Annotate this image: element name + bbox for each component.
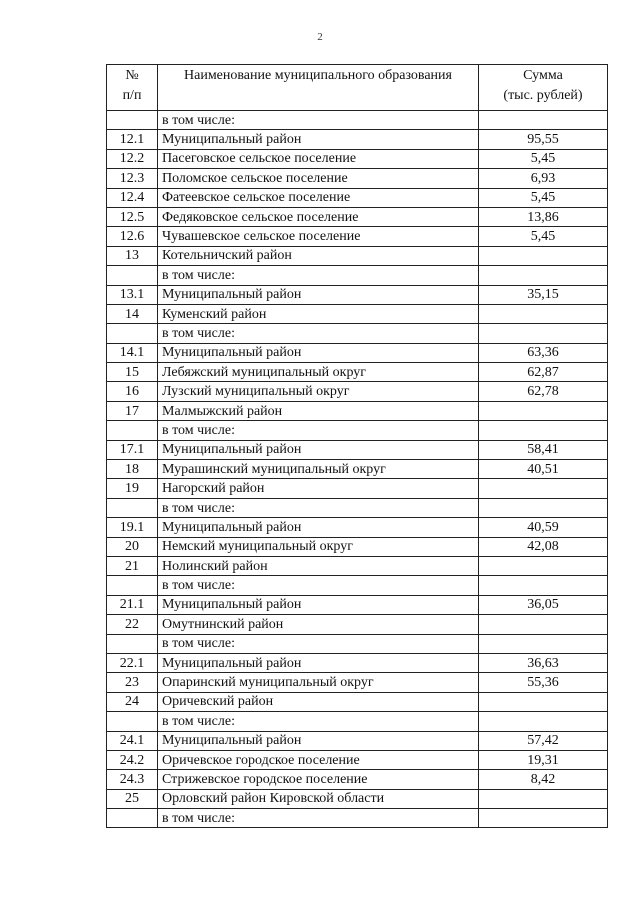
table-row (107, 169, 608, 188)
row-sum: 40,59 (479, 518, 608, 537)
row-number: 14.1 (107, 343, 158, 362)
row-sum (479, 304, 608, 323)
table-row (107, 692, 608, 711)
row-sum: 42,08 (479, 537, 608, 556)
row-number: 15 (107, 363, 158, 382)
row-sum: 6,93 (479, 169, 608, 188)
row-sum: 62,87 (479, 363, 608, 382)
row-name: Муниципальный район (158, 343, 479, 362)
table-row (107, 111, 608, 130)
row-number: 12.5 (107, 207, 158, 226)
row-number: 24.2 (107, 750, 158, 769)
header-sum-line2: (тыс. рублей) (503, 88, 583, 103)
row-sum: 36,05 (479, 595, 608, 614)
row-name: в том числе: (158, 712, 479, 731)
row-number: 21 (107, 556, 158, 575)
row-sum: 5,45 (479, 227, 608, 246)
table-row (107, 440, 608, 459)
table-row (107, 789, 608, 808)
row-name: Лебяжский муниципальный округ (158, 363, 479, 382)
row-sum (479, 479, 608, 498)
table-row (107, 576, 608, 595)
table-row (107, 207, 608, 226)
table-row (107, 498, 608, 517)
row-number: 12.3 (107, 169, 158, 188)
row-number: 12.6 (107, 227, 158, 246)
row-number (107, 324, 158, 343)
row-number (107, 576, 158, 595)
row-number: 12.2 (107, 149, 158, 168)
table-row (107, 324, 608, 343)
row-name: Муниципальный район (158, 130, 479, 149)
row-sum (479, 246, 608, 265)
header-sum-line1: Сумма (523, 68, 563, 83)
row-number: 18 (107, 460, 158, 479)
row-number (107, 498, 158, 517)
row-name: Опаринский муниципальный округ (158, 673, 479, 692)
table-row (107, 266, 608, 285)
table-row (107, 634, 608, 653)
page-number: 2 (317, 31, 323, 43)
table-row (107, 227, 608, 246)
row-number: 24.1 (107, 731, 158, 750)
row-number (107, 809, 158, 828)
row-sum: 95,55 (479, 130, 608, 149)
table-row (107, 556, 608, 575)
row-name: Немский муниципальный округ (158, 537, 479, 556)
table-row (107, 246, 608, 265)
row-name: Стрижевское городское поселение (158, 770, 479, 789)
row-name: Малмыжский район (158, 401, 479, 420)
row-name: Поломское сельское поселение (158, 169, 479, 188)
row-name: Котельничский район (158, 246, 479, 265)
table-row (107, 673, 608, 692)
table-row (107, 595, 608, 614)
row-sum (479, 789, 608, 808)
row-name: в том числе: (158, 421, 479, 440)
row-number: 21.1 (107, 595, 158, 614)
row-sum: 13,86 (479, 207, 608, 226)
row-sum: 19,31 (479, 750, 608, 769)
row-sum (479, 809, 608, 828)
row-name: Муниципальный район (158, 731, 479, 750)
header-row (107, 65, 608, 111)
table-body (107, 111, 608, 828)
table-row (107, 731, 608, 750)
row-name: Пасеговское сельское поселение (158, 149, 479, 168)
row-name: в том числе: (158, 266, 479, 285)
row-name: Чувашевское сельское поселение (158, 227, 479, 246)
table-row (107, 770, 608, 789)
table-row (107, 653, 608, 672)
row-sum: 58,41 (479, 440, 608, 459)
row-name: Муниципальный район (158, 285, 479, 304)
header-number (107, 65, 158, 111)
row-name: в том числе: (158, 498, 479, 517)
row-number: 13 (107, 246, 158, 265)
row-name: Оричевский район (158, 692, 479, 711)
row-sum (479, 266, 608, 285)
row-sum (479, 634, 608, 653)
row-number: 24.3 (107, 770, 158, 789)
row-number: 23 (107, 673, 158, 692)
table-header (107, 65, 608, 111)
table-row (107, 188, 608, 207)
row-number (107, 266, 158, 285)
row-number: 25 (107, 789, 158, 808)
row-name: в том числе: (158, 111, 479, 130)
row-sum (479, 615, 608, 634)
row-number: 16 (107, 382, 158, 401)
row-name: Омутнинский район (158, 615, 479, 634)
table-row (107, 285, 608, 304)
row-sum: 35,15 (479, 285, 608, 304)
table-row (107, 712, 608, 731)
row-number: 19 (107, 479, 158, 498)
allocation-table (106, 64, 608, 828)
row-number: 17.1 (107, 440, 158, 459)
row-sum: 57,42 (479, 731, 608, 750)
table-row (107, 479, 608, 498)
row-sum: 63,36 (479, 343, 608, 362)
row-name: Нолинский район (158, 556, 479, 575)
row-name: Мурашинский муниципальный округ (158, 460, 479, 479)
row-number: 22 (107, 615, 158, 634)
table-row (107, 615, 608, 634)
row-name: в том числе: (158, 634, 479, 653)
table-row (107, 343, 608, 362)
row-number: 14 (107, 304, 158, 323)
row-number: 12.1 (107, 130, 158, 149)
row-name: Муниципальный район (158, 518, 479, 537)
row-name: Муниципальный район (158, 595, 479, 614)
row-number: 24 (107, 692, 158, 711)
row-sum (479, 692, 608, 711)
row-number: 13.1 (107, 285, 158, 304)
table-row (107, 363, 608, 382)
table-row (107, 750, 608, 769)
table-row (107, 421, 608, 440)
row-sum (479, 556, 608, 575)
table-row (107, 304, 608, 323)
table-row (107, 518, 608, 537)
row-name: Лузский муниципальный округ (158, 382, 479, 401)
row-sum: 55,36 (479, 673, 608, 692)
row-sum (479, 111, 608, 130)
row-name: Федяковское сельское поселение (158, 207, 479, 226)
row-number: 12.4 (107, 188, 158, 207)
row-sum (479, 421, 608, 440)
table-row (107, 382, 608, 401)
row-number (107, 712, 158, 731)
row-name: Орловский район Кировской области (158, 789, 479, 808)
row-name: в том числе: (158, 324, 479, 343)
row-name: Куменский район (158, 304, 479, 323)
row-name: Фатеевское сельское поселение (158, 188, 479, 207)
header-number-line2: п/п (122, 88, 142, 103)
row-sum: 5,45 (479, 188, 608, 207)
row-sum: 8,42 (479, 770, 608, 789)
row-sum: 40,51 (479, 460, 608, 479)
table-row (107, 809, 608, 828)
header-name-text: Наименование муниципального образования (184, 68, 452, 83)
header-name (158, 65, 479, 111)
table-row (107, 130, 608, 149)
row-sum: 5,45 (479, 149, 608, 168)
row-number: 22.1 (107, 653, 158, 672)
header-number-line1: № (125, 68, 139, 83)
row-sum (479, 324, 608, 343)
row-name: Оричевское городское поселение (158, 750, 479, 769)
row-number (107, 421, 158, 440)
row-name: Нагорский район (158, 479, 479, 498)
row-sum (479, 498, 608, 517)
table-row (107, 460, 608, 479)
row-sum (479, 712, 608, 731)
row-sum: 62,78 (479, 382, 608, 401)
table-row (107, 537, 608, 556)
row-number: 20 (107, 537, 158, 556)
row-number (107, 634, 158, 653)
table-row (107, 149, 608, 168)
row-name: Муниципальный район (158, 653, 479, 672)
header-sum (479, 65, 608, 111)
row-name: Муниципальный район (158, 440, 479, 459)
row-number: 19.1 (107, 518, 158, 537)
row-name: в том числе: (158, 809, 479, 828)
row-sum: 36,63 (479, 653, 608, 672)
table-row (107, 401, 608, 420)
row-number (107, 111, 158, 130)
row-name: в том числе: (158, 576, 479, 595)
row-sum (479, 401, 608, 420)
row-number: 17 (107, 401, 158, 420)
row-sum (479, 576, 608, 595)
